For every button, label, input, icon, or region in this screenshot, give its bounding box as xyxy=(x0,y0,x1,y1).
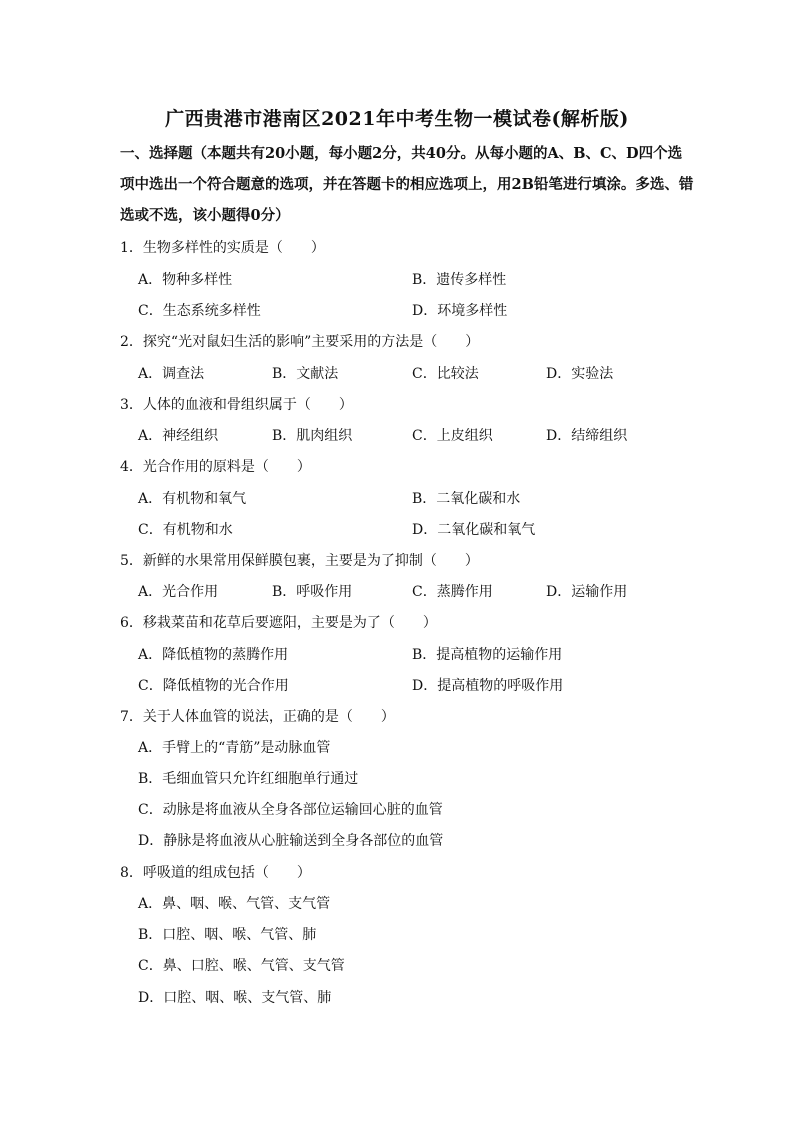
question-1-stem: 1．生物多样性的实质是（ ） xyxy=(120,240,325,256)
question-2-option-a: A．调查法 xyxy=(138,366,205,382)
question-3-option-a: A．神经组织 xyxy=(138,428,219,444)
question-2-option-b: B．文献法 xyxy=(272,366,339,382)
question-6-option-d: D．提高植物的呼吸作用 xyxy=(412,678,564,694)
question-3-option-b: B．肌肉组织 xyxy=(272,428,353,444)
question-7-option-d: D．静脉是将血液从心脏输送到全身各部位的血管 xyxy=(138,833,444,849)
question-5-option-c: C．蒸腾作用 xyxy=(412,584,493,600)
question-1-option-b: B．遗传多样性 xyxy=(412,272,507,288)
page-title: 广西贵港市港南区2021年中考生物一模试卷(解析版) xyxy=(165,108,629,130)
question-4-option-b: B．二氧化碳和水 xyxy=(412,491,521,507)
question-1-option-c: C．生态系统多样性 xyxy=(138,303,261,319)
question-4-option-c: C．有机物和水 xyxy=(138,522,233,538)
section-line-3: 选或不选，该小题得0分） xyxy=(120,207,290,224)
question-3-stem: 3．人体的血液和骨组织属于（ ） xyxy=(120,397,353,413)
question-6-option-a: A．降低植物的蒸腾作用 xyxy=(138,647,289,663)
question-6-option-c: C．降低植物的光合作用 xyxy=(138,678,289,694)
question-6-stem: 6．移栽菜苗和花草后要遮阳，主要是为了（ ） xyxy=(120,615,437,631)
question-2-stem: 2．探究“光对鼠妇生活的影响”主要采用的方法是（ ） xyxy=(120,334,480,350)
question-7-option-b: B．毛细血管只允许红细胞单行通过 xyxy=(138,771,359,787)
question-7-option-a: A．手臂上的“青筋”是动脉血管 xyxy=(138,740,331,756)
section-instructions xyxy=(120,138,694,231)
question-5-option-d: D．运输作用 xyxy=(546,584,628,600)
question-7-stem: 7．关于人体血管的说法，正确的是（ ） xyxy=(120,709,395,725)
question-8-stem: 8．呼吸道的组成包括（ ） xyxy=(120,865,311,881)
question-2-option-c: C．比较法 xyxy=(412,366,479,382)
section-line-2: 项中选出一个符合题意的选项，并在答题卡的相应选项上，用2B铅笔进行填涂。多选、错 xyxy=(120,176,694,193)
question-8-option-b: B．口腔、咽、喉、气管、肺 xyxy=(138,927,317,943)
question-1-option-d: D．环境多样性 xyxy=(412,303,508,319)
question-6-option-b: B．提高植物的运输作用 xyxy=(412,647,563,663)
question-5-option-b: B．呼吸作用 xyxy=(272,584,353,600)
section-line-1: 一、选择题（本题共有20小题，每小题2分，共40分。从每小题的A、B、C、D四个选 xyxy=(120,145,683,162)
question-4-option-d: D．二氧化碳和氧气 xyxy=(412,522,536,538)
question-1-option-a: A．物种多样性 xyxy=(138,272,233,288)
question-7-option-c: C．动脉是将血液从全身各部位运输回心脏的血管 xyxy=(138,802,443,818)
question-8-option-d: D．口腔、咽、喉、支气管、肺 xyxy=(138,990,332,1006)
question-8-option-c: C．鼻、口腔、喉、气管、支气管 xyxy=(138,958,345,974)
question-5-option-a: A．光合作用 xyxy=(138,584,219,600)
question-5-stem: 5．新鲜的水果常用保鲜膜包裹，主要是为了抑制（ ） xyxy=(120,553,479,569)
question-8-option-a: A．鼻、咽、喉、气管、支气管 xyxy=(138,896,331,912)
question-4-stem: 4．光合作用的原料是（ ） xyxy=(120,459,311,475)
question-2-option-d: D．实验法 xyxy=(546,366,614,382)
question-3-option-d: D．结缔组织 xyxy=(546,428,628,444)
question-3-option-c: C．上皮组织 xyxy=(412,428,493,444)
question-4-option-a: A．有机物和氧气 xyxy=(138,491,247,507)
